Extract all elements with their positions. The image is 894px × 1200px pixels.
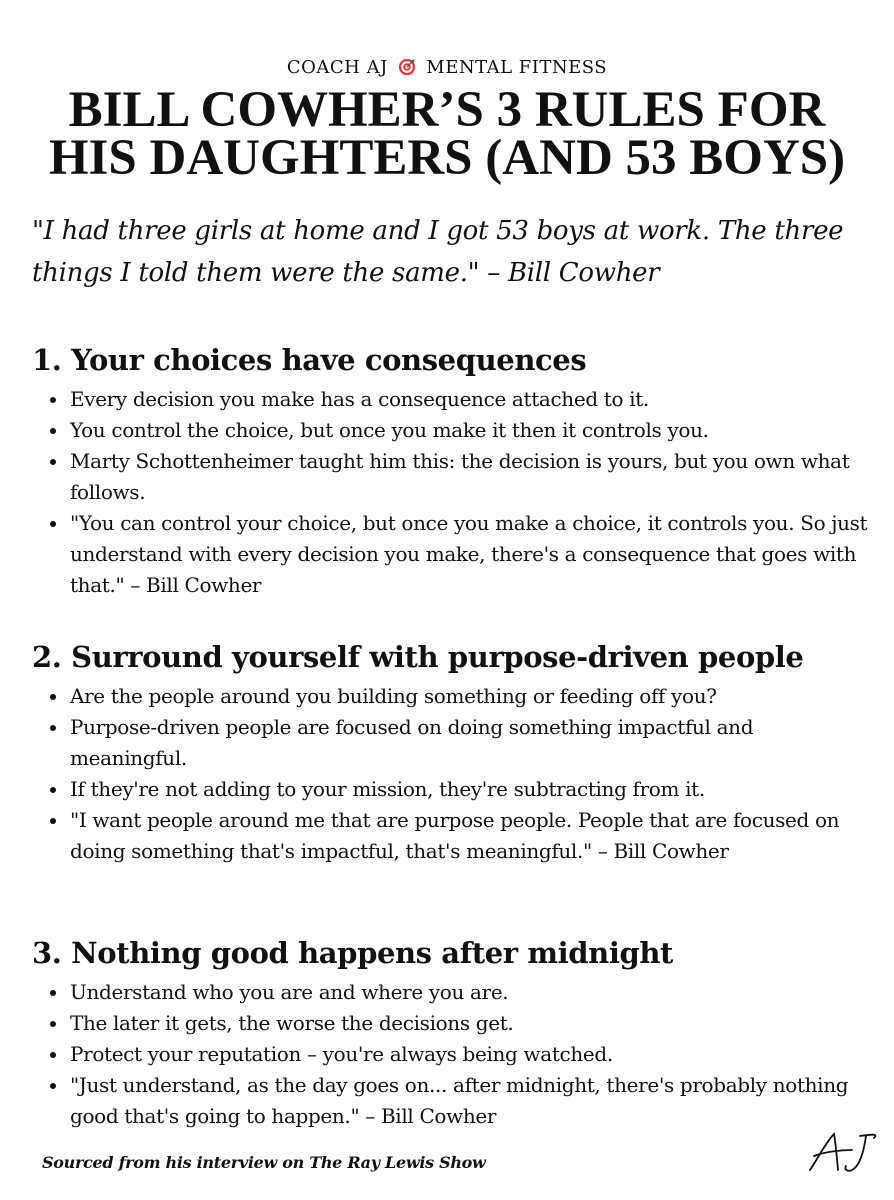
intro-quote: "I had three girls at home and I got 53 boys at work. The three things I told them were the same." – Bill Cowher [32, 216, 844, 288]
source-footnote: Sourced from his interview on The Ray Lewis Show [42, 1153, 486, 1172]
brand-name: COACH AJ [286, 57, 388, 78]
rule-heading: 1. Your choices have consequences [32, 343, 587, 377]
bullet-item: "Just understand, as the day goes on... after midnight, there's probably nothing good that's going to happen." – Bill Cowher [70, 1070, 872, 1132]
bullet-item: You control the choice, but once you make it then it controls you. [70, 415, 872, 446]
rule-section-2 [32, 637, 872, 867]
title-line-1: BILL COWHER’S 3 RULES FOR [68, 82, 826, 138]
brand-tagline: MENTAL FITNESS [426, 57, 608, 78]
target-icon [398, 58, 416, 76]
rule-section-3 [32, 933, 872, 1132]
page-title [0, 82, 894, 186]
bullet-item: Purpose-driven people are focused on doing something impactful and meaningful. [70, 712, 872, 774]
bullet-item: Understand who you are and where you are. [70, 977, 872, 1008]
rule-bullets [32, 384, 872, 601]
bullet-item: If they're not adding to your mission, they're subtracting from it. [70, 774, 872, 805]
bullet-item: "You can control your choice, but once you make a choice, it controls you. So just understand with every decision you make, there's a consequence that goes with that." – Bill Cowher [70, 508, 872, 601]
rule-section-1 [32, 340, 872, 601]
rule-heading: 3. Nothing good happens after midnight [32, 936, 674, 970]
rule-bullets [32, 977, 872, 1132]
bullet-item: Are the people around you building something or feeding off you? [70, 681, 872, 712]
bullet-item: "I want people around me that are purpose people. People that are focused on doing something that's impactful, that's meaningful." – Bill Cowher [70, 805, 872, 867]
bullet-item: Marty Schottenheimer taught him this: the decision is yours, but you own what follows. [70, 446, 872, 508]
rule-bullets [32, 681, 872, 867]
rule-heading: 2. Surround yourself with purpose-driven people [32, 640, 804, 674]
bullet-item: Protect your reputation – you're always being watched. [70, 1039, 872, 1070]
title-line-2: HIS DAUGHTERS (AND 53 BOYS) [48, 130, 846, 186]
brand-line [0, 56, 894, 80]
signature-logo [804, 1128, 880, 1178]
bullet-item: Every decision you make has a consequence attached to it. [70, 384, 872, 415]
bullet-item: The later it gets, the worse the decisions get. [70, 1008, 872, 1039]
